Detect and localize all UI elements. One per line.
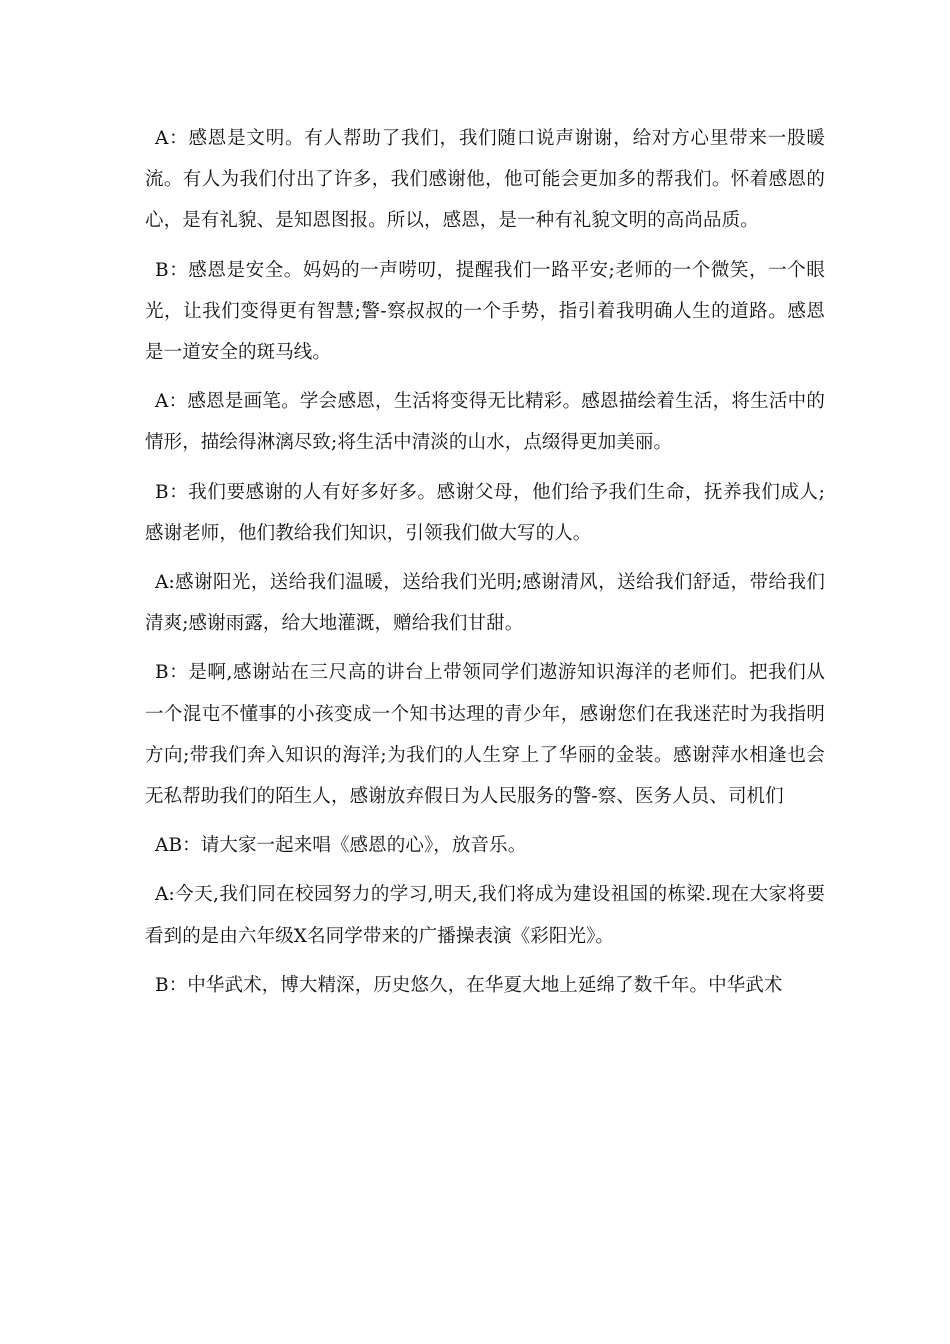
paragraph: B：是啊,感谢站在三尺高的讲台上带领同学们遨游知识海洋的老师们。把我们从一个混屯不懂事的小孩变成一个知书达理的青少年，感谢您们在我迷茫时为我指明方向;带我们奔入知识的海洋;为我们的人生穿上了华丽的金装。感谢萍水相逢也会无私帮助我们的陌生人，感谢放弃假日为人民服务的警-察、医务人员、司机们 <box>145 662 825 808</box>
paragraph: A：感恩是画笔。学会感恩，生活将变得无比精彩。感恩描绘着生活，将生活中的情形，描绘得淋漓尽致;将生活中清淡的山水，点缀得更加美丽。 <box>145 391 825 454</box>
paragraph: A:感谢阳光，送给我们温暖，送给我们光明;感谢清风，送给我们舒适，带给我们清爽;感谢雨露，给大地灌溉，赠给我们甘甜。 <box>145 572 825 635</box>
paragraph: A:今天,我们同在校园努力的学习,明天,我们将成为建设祖国的栋梁.现在大家将要看到的是由六年级X名同学带来的广播操表演《彩阳光》。 <box>145 884 825 947</box>
paragraph: B：感恩是安全。妈妈的一声唠叨，提醒我们一路平安;老师的一个微笑，一个眼光，让我们变得更有智慧;警-察叔叔的一个手势，指引着我明确人生的道路。感恩是一道安全的斑马线。 <box>145 259 825 364</box>
paragraph: A：感恩是文明。有人帮助了我们，我们随口说声谢谢，给对方心里带来一股暖流。有人为我们付出了许多，我们感谢他，他可能会更加多的帮我们。怀着感恩的心，是有礼貌、是知恩图报。所以，感恩，是一种有礼貌文明的高尚品质。 <box>145 128 825 232</box>
paragraph: B：中华武术，博大精深，历史悠久，在华夏大地上延绵了数千年。中华武术 <box>155 974 783 996</box>
document-body <box>145 118 825 1014</box>
paragraph: AB：请大家一起来唱《感恩的心》，放音乐。 <box>155 835 527 857</box>
paragraph: B：我们要感谢的人有好多好多。感谢父母，他们给予我们生命，抚养我们成人;感谢老师，他们教给我们知识，引领我们做大写的人。 <box>145 481 825 544</box>
